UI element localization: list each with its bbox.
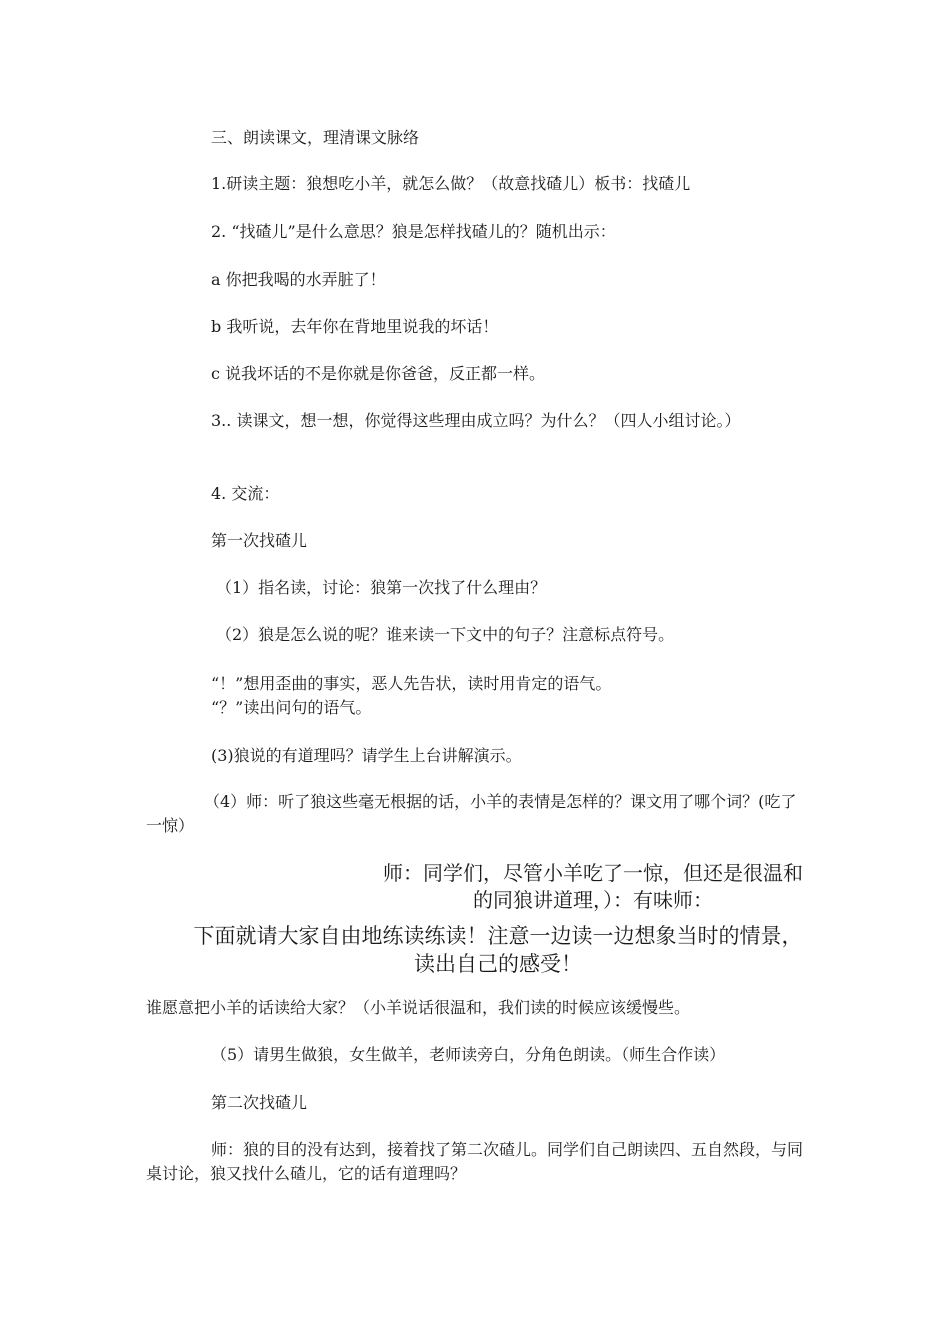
question-mark-note: “？”读出问句的语气。 <box>211 698 372 717</box>
teacher-remark-1: 师：同学们，尽管小羊吃了一惊，但还是很温和的同狼讲道理，）：有味师： <box>383 861 803 912</box>
quote-b: b 我听说，去年你在背地里说我的坏话！ <box>211 317 499 336</box>
quote-c: c 说我坏话的不是你就是你爸爸，反正都一样。 <box>211 364 546 383</box>
question-5: （5）请男生做狼，女生做羊，老师读旁白，分角色朗读。（师生合作读） <box>211 1045 726 1064</box>
question-1: （1）指名读，讨论：狼第一次找了什么理由？ <box>216 578 547 597</box>
item-1: 1.研读主题：狼想吃小羊，就怎么做？（故意找碴儿）板书：找碴儿 <box>211 174 691 193</box>
teacher-remark-2: 师：狼的目的没有达到，接着找了第二次碴儿。同学们自己朗读四、五自然段，与同桌讨论，狼又找什么碴儿，它的话有道理吗？ <box>146 1140 804 1183</box>
question-2: （2）狼是怎么说的呢？谁来读一下文中的句子？注意标点符号。 <box>216 625 675 644</box>
item-4: 4. 交流： <box>211 484 280 503</box>
quote-a: a 你把我喝的水弄脏了！ <box>211 270 386 289</box>
second-search-heading: 第二次找碴儿 <box>211 1093 308 1112</box>
item-3: 3.. 读课文，想一想，你觉得这些理由成立吗？为什么？（四人小组讨论。） <box>211 411 741 430</box>
volunteer-reading: 谁愿意把小羊的话读给大家？（小羊说话很温和，我们读的时候应该缓慢些。 <box>146 998 691 1017</box>
question-3: (3)狼说的有道理吗？请学生上台讲解演示。 <box>211 746 522 765</box>
section-heading-3: 三、朗读课文，理清课文脉络 <box>211 128 420 147</box>
first-search-heading: 第一次找碴儿 <box>211 531 308 550</box>
item-2: 2. “找碴儿”是什么意思？狼是怎样找碴儿的？随机出示： <box>211 222 616 241</box>
practice-instruction: 下面就请大家自由地练读练读！注意一边读一边想象当时的情景，读出自己的感受！ <box>193 924 803 976</box>
question-4: （4）师：听了狼这些毫无根据的话，小羊的表情是怎样的？课文用了哪个词？(吃了一惊） <box>146 792 797 835</box>
exclamation-note: “！”想用歪曲的事实，恶人先告状，读时用肯定的语气。 <box>211 674 612 693</box>
